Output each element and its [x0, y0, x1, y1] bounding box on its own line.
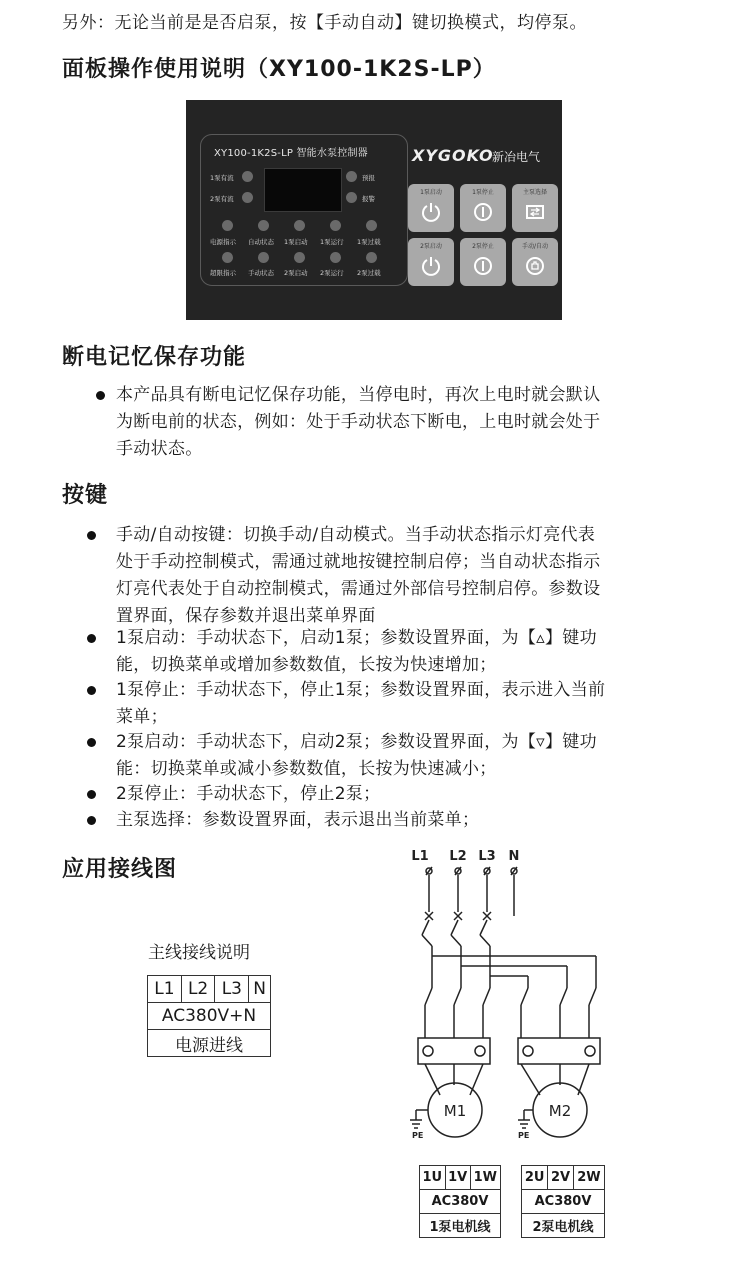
- line-label: L2: [449, 849, 467, 864]
- text-line: 主泵选择：参数设置界面，表示退出当前菜单；: [116, 810, 480, 830]
- list-item: [116, 382, 696, 463]
- terminal-label: 1W: [470, 1166, 500, 1190]
- motor-caption: 2泵电机线: [522, 1214, 605, 1238]
- text-line: 手动/自动按键：切换手动/自动模式。当手动状态指示灯亮代表: [116, 525, 596, 545]
- text-line: 本产品具有断电记忆保存功能，当停电时，再次上电时就会默认: [116, 385, 601, 405]
- indicator-label: 手动状态: [248, 269, 274, 277]
- ground-label: PE: [518, 1131, 530, 1140]
- stop-icon: [472, 255, 494, 277]
- indicator-light: [222, 252, 233, 263]
- motor1-terminal-table: [419, 1165, 501, 1238]
- motor-caption: 1泵电机线: [420, 1214, 501, 1238]
- bullet: [87, 531, 96, 540]
- main-pump-select-button[interactable]: [512, 184, 558, 232]
- list-item: [116, 625, 696, 679]
- motor-label: M1: [443, 1102, 467, 1120]
- list-item: [116, 781, 696, 808]
- section-title-memory: 断电记忆保存功能: [62, 345, 247, 370]
- text-line: 1泵停止：手动状态下，停止1泵；参数设置界面，表示进入当前: [116, 680, 606, 700]
- motor-label: M2: [548, 1102, 572, 1120]
- button-label: 手动/自动: [521, 243, 549, 250]
- mains-voltage: AC380V+N: [148, 1003, 271, 1030]
- indicator-light: [330, 252, 341, 263]
- text-line: 手动状态。: [116, 439, 203, 459]
- lcd-display: [264, 168, 342, 212]
- control-panel-image: [186, 100, 562, 320]
- terminal-label: 1U: [420, 1166, 446, 1190]
- bullet: [87, 686, 96, 695]
- indicator-label: 1泵运行: [320, 238, 344, 246]
- swap-icon: [524, 201, 546, 223]
- text-line: 菜单；: [116, 707, 168, 727]
- indicator-light: [242, 171, 253, 182]
- wiring-diagram: [400, 840, 630, 1140]
- section-title-keys: 按键: [62, 483, 109, 508]
- indicator-label: 1泵过载: [357, 238, 381, 246]
- bullet: [87, 738, 96, 747]
- panel-title: XY100-1K2S-LP 智能水泵控制器: [214, 148, 368, 159]
- indicator-label: 1泵启动: [284, 238, 308, 246]
- text-line: 能：切换菜单或减小参数数值，长按为快速减小；: [116, 759, 497, 779]
- text-line: 2泵启动：手动状态下，启动2泵；参数设置界面，为【▿】键功: [116, 732, 597, 752]
- terminal-label: N: [249, 976, 271, 1003]
- motor2-terminal-table: [521, 1165, 605, 1238]
- ground-label: PE: [412, 1131, 424, 1140]
- pump2-start-button[interactable]: [408, 238, 454, 286]
- indicator-label: 2泵有流: [210, 195, 234, 203]
- indicator-light: [242, 192, 253, 203]
- mains-terminal-table: [147, 975, 271, 1057]
- brand-name-cn: 新冶电气: [492, 150, 541, 164]
- indicator-light: [222, 220, 233, 231]
- text-line: 灯亮代表处于自动控制模式，需通过外部信号控制启停。参数设: [116, 579, 601, 599]
- terminal-label: 1V: [445, 1166, 470, 1190]
- indicator-label: 电源指示: [210, 238, 236, 246]
- indicator-label: 自动状态: [248, 238, 274, 246]
- indicator-light: [258, 252, 269, 263]
- section-title-wiring: 应用接线图: [62, 857, 178, 882]
- pump1-stop-button[interactable]: [460, 184, 506, 232]
- button-label: 1泵启动: [420, 189, 442, 196]
- indicator-light: [366, 252, 377, 263]
- line-label: L3: [478, 849, 496, 864]
- bullet: [96, 391, 105, 400]
- line-label: N: [508, 849, 520, 864]
- line-label: L1: [411, 849, 429, 864]
- terminal-label: L1: [148, 976, 182, 1003]
- manual-auto-button[interactable]: [512, 238, 558, 286]
- stop-icon: [472, 201, 494, 223]
- text-line: 为断电前的状态，例如：处于手动状态下断电，上电时就会处于: [116, 412, 601, 432]
- mains-supply-label: 电源进线: [148, 1030, 271, 1057]
- indicator-light: [258, 220, 269, 231]
- terminal-label: 2V: [548, 1166, 574, 1190]
- intro-note: 另外：无论当前是是否启泵，按【手动自动】键切换模式，均停泵。: [62, 13, 587, 33]
- main-wiring-caption: 主线接线说明: [148, 943, 250, 963]
- indicator-light: [294, 220, 305, 231]
- indicator-light: [346, 171, 357, 182]
- indicator-light: [294, 252, 305, 263]
- terminal-label: L2: [181, 976, 215, 1003]
- text-line: 置界面，保存参数并退出菜单界面: [116, 606, 376, 626]
- button-label: 2泵停止: [472, 243, 494, 250]
- button-label: 2泵启动: [420, 243, 442, 250]
- bullet: [87, 816, 96, 825]
- button-label: 主泵选择: [522, 189, 547, 196]
- indicator-light: [346, 192, 357, 203]
- indicator-label: 超限指示: [210, 269, 236, 277]
- motor-voltage: AC380V: [522, 1190, 605, 1214]
- text-line: 能，切换菜单或增加参数数值，长按为快速增加；: [116, 655, 497, 675]
- pump1-start-button[interactable]: [408, 184, 454, 232]
- terminal-label: L3: [215, 976, 249, 1003]
- terminal-label: 2W: [573, 1166, 604, 1190]
- terminal-label: 2U: [522, 1166, 548, 1190]
- brand-logo: XYGOKO: [412, 146, 494, 165]
- hand-icon: [524, 255, 546, 277]
- list-item: [116, 677, 696, 731]
- indicator-label: 预报: [362, 174, 375, 182]
- bullet: [87, 634, 96, 643]
- manual-title: 面板操作使用说明（XY100-1K2S-LP）: [62, 57, 496, 82]
- list-item: [116, 807, 696, 834]
- motor-voltage: AC380V: [420, 1190, 501, 1214]
- indicator-label: 2泵启动: [284, 269, 308, 277]
- text-line: 2泵停止：手动状态下，停止2泵；: [116, 784, 381, 804]
- indicator-light: [366, 220, 377, 231]
- indicator-light: [330, 220, 341, 231]
- indicator-label: 报警: [362, 195, 375, 203]
- text-line: 处于手动控制模式，需通过就地按键控制启停；当自动状态指示: [116, 552, 601, 572]
- indicator-label: 1泵有流: [210, 174, 234, 182]
- power-icon: [420, 255, 442, 277]
- text-line: 1泵启动：手动状态下，启动1泵；参数设置界面，为【▵】键功: [116, 628, 597, 648]
- power-icon: [420, 201, 442, 223]
- pump2-stop-button[interactable]: [460, 238, 506, 286]
- indicator-label: 2泵运行: [320, 269, 344, 277]
- indicator-label: 2泵过载: [357, 269, 381, 277]
- bullet: [87, 790, 96, 799]
- button-label: 1泵停止: [472, 189, 494, 196]
- list-item: [116, 522, 696, 630]
- list-item: [116, 729, 696, 783]
